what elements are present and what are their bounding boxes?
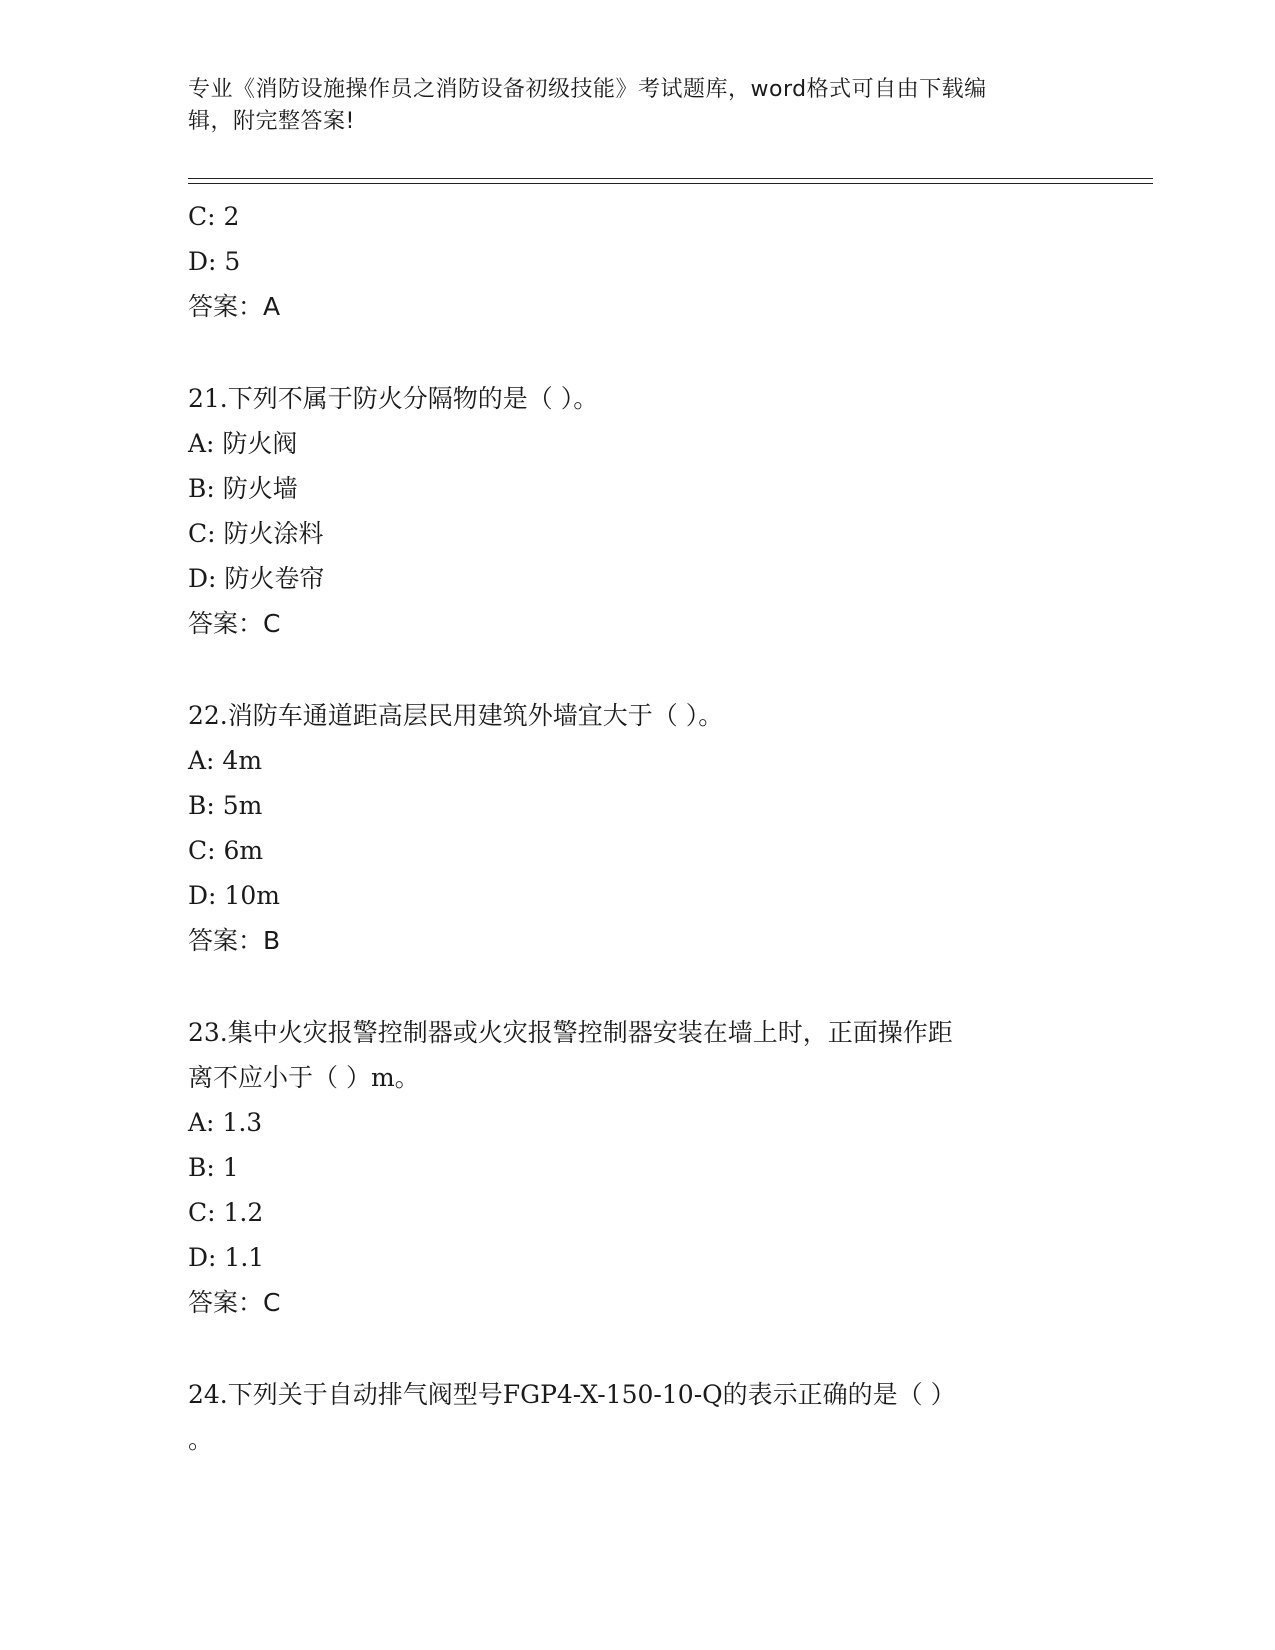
option-d: D: 1.1 xyxy=(188,1243,265,1272)
option-c: C: 防火涂料 xyxy=(188,519,324,548)
option-a: A: 4m xyxy=(188,746,263,775)
question-text-line-1: 23.集中火灾报警控制器或火灾报警控制器安装在墙上时，正面操作距 xyxy=(188,1018,953,1047)
option-b: B: 防火墙 xyxy=(188,474,298,503)
answer-line: 答案：A xyxy=(188,292,281,321)
option-d: D: 防火卷帘 xyxy=(188,564,325,593)
question-text-line-2: 。 xyxy=(188,1425,214,1454)
option-a: A: 1.3 xyxy=(188,1108,263,1137)
option-c: C: 2 xyxy=(188,202,240,231)
previous-question-tail xyxy=(188,194,1088,329)
question-text: 22.消防车通道距高层民用建筑外墙宜大于（ ）。 xyxy=(188,701,724,730)
header-line-2: 辑，附完整答案! xyxy=(188,109,355,134)
question-21 xyxy=(188,376,1088,646)
header-divider-bottom xyxy=(188,183,1153,184)
answer-line: 答案：C xyxy=(188,1288,281,1317)
header-divider-top xyxy=(188,178,1153,179)
option-b: B: 5m xyxy=(188,791,263,820)
option-c: C: 6m xyxy=(188,836,264,865)
option-b: B: 1 xyxy=(188,1153,239,1182)
option-d: D: 10m xyxy=(188,881,280,910)
answer-line: 答案：B xyxy=(188,926,281,955)
answer-line: 答案：C xyxy=(188,609,281,638)
question-23 xyxy=(188,1010,1088,1325)
question-22 xyxy=(188,693,1088,963)
option-d: D: 5 xyxy=(188,247,241,276)
question-24 xyxy=(188,1372,1088,1462)
question-text-line-2: 离不应小于（ ）m。 xyxy=(188,1063,420,1092)
question-list xyxy=(188,194,1088,1462)
header-line-1: 专业《消防设施操作员之消防设备初级技能》考试题库，word格式可自由下载编 xyxy=(188,77,987,102)
question-text-line-1: 24.下列关于自动排气阀型号FGP4-X-150-10-Q的表示正确的是（ ） xyxy=(188,1380,956,1409)
document-header xyxy=(188,74,1068,138)
option-a: A: 防火阀 xyxy=(188,429,298,458)
question-text: 21.下列不属于防火分隔物的是（ ）。 xyxy=(188,384,599,413)
option-c: C: 1.2 xyxy=(188,1198,264,1227)
